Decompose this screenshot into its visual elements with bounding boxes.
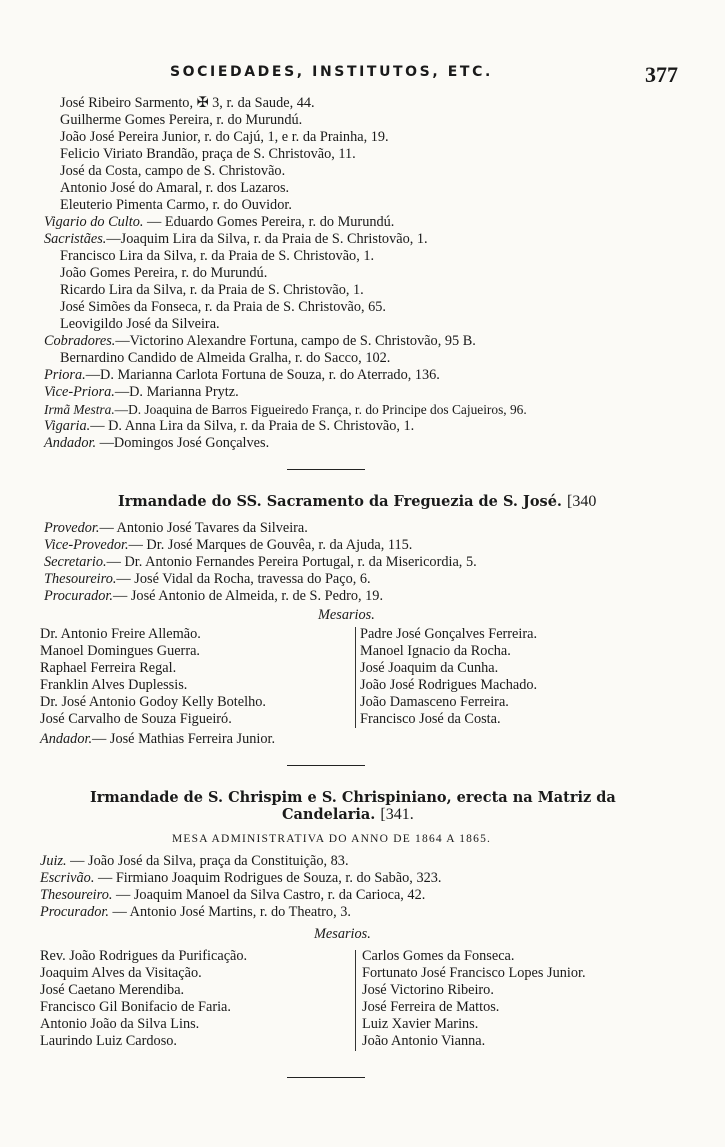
escrivao-text: — Firmiano Joaquim Rodrigues de Souza, r. do Sabão, 323. bbox=[94, 870, 442, 886]
mesario-right: João José Rodrigues Machado. bbox=[360, 677, 538, 693]
irma-mestra-text: —D. Joaquina de Barros Figueiredo França, r. do Principe dos Cajueiros, 96. bbox=[114, 402, 527, 417]
list-line: José da Costa, campo de S. Christovão. bbox=[60, 163, 286, 179]
vice-provedor-text: — Dr. José Marques de Gouvêa, r. da Ajuda, 115. bbox=[128, 537, 413, 553]
mesario-right: João Damasceno Ferreira. bbox=[360, 694, 509, 710]
vice-priora-text: —D. Marianna Prytz. bbox=[114, 384, 239, 400]
column-divider bbox=[355, 627, 356, 728]
secretario-label: Secretario. bbox=[44, 554, 107, 570]
section-title bbox=[118, 493, 596, 511]
list-line: José Ribeiro Sarmento, ✠ 3, r. da Saude, 44. bbox=[60, 95, 315, 111]
vigario-entry bbox=[44, 214, 394, 231]
mesario-right: João Antonio Vianna. bbox=[362, 1033, 486, 1049]
section-divider bbox=[287, 765, 365, 766]
mesario-right: Manoel Ignacio da Rocha. bbox=[360, 643, 511, 659]
list-line: João Gomes Pereira, r. do Murundú. bbox=[60, 265, 268, 281]
mesario-left: Dr. Antonio Freire Allemão. bbox=[40, 626, 201, 642]
escrivao-entry bbox=[40, 870, 441, 887]
priora-entry bbox=[44, 367, 440, 384]
mesario-right: José Ferreira de Mattos. bbox=[362, 999, 500, 1015]
escrivao-label: Escrivão. bbox=[40, 870, 95, 886]
column-divider bbox=[355, 950, 356, 1051]
list-line: Francisco Lira da Silva, r. da Praia de S. Christovão, 1. bbox=[60, 248, 375, 264]
list-line: José Simões da Fonseca, r. da Praia de S. Christovão, 65. bbox=[60, 299, 387, 315]
section-ref: [340 bbox=[567, 493, 597, 510]
provedor-entry bbox=[44, 520, 308, 537]
mesario-left: Antonio João da Silva Lins. bbox=[40, 1016, 200, 1032]
cobradores-entry bbox=[44, 333, 476, 350]
mesario-right: Padre José Gonçalves Ferreira. bbox=[360, 626, 538, 642]
vice-priora-entry bbox=[44, 384, 239, 401]
section-title-line2 bbox=[282, 806, 414, 824]
section-title-text: Irmandade do SS. Sacramento da Freguezia de S. José. bbox=[118, 493, 562, 510]
page-number: 377 bbox=[645, 62, 678, 87]
cobradores-label: Cobradores. bbox=[44, 333, 116, 349]
juiz-text: — João José da Silva, praça da Constituição, 83. bbox=[66, 853, 349, 869]
section-title-text: Candelaria. bbox=[282, 806, 376, 823]
andador-text: —Domingos José Gonçalves. bbox=[96, 435, 270, 451]
mesario-left: Rev. João Rodrigues da Purificação. bbox=[40, 948, 248, 964]
mesario-right: Francisco José da Costa. bbox=[360, 711, 501, 727]
mesario-left: José Carvalho de Souza Figueiró. bbox=[40, 711, 232, 727]
secretario-text: — Dr. Antonio Fernandes Pereira Portugal, r. da Misericordia, 5. bbox=[106, 554, 477, 570]
juiz-entry bbox=[40, 853, 349, 870]
secretario-entry bbox=[44, 554, 477, 571]
irma-mestra-label: Irmã Mestra. bbox=[44, 402, 115, 417]
mesario-left: Laurindo Luiz Cardoso. bbox=[40, 1033, 177, 1049]
section-title-line1: Irmandade de S. Chrispim e S. Chrispiniano, erecta na Matriz da bbox=[90, 789, 616, 806]
mesario-left: José Caetano Merendiba. bbox=[40, 982, 185, 998]
mesario-left: Dr. José Antonio Godoy Kelly Botelho. bbox=[40, 694, 266, 710]
andador-label: Andador. bbox=[44, 435, 97, 451]
provedor-text: — Antonio José Tavares da Silveira. bbox=[99, 520, 308, 536]
procurador-text: — Antonio José Martins, r. do Theatro, 3. bbox=[108, 904, 351, 920]
procurador-label: Procurador. bbox=[44, 588, 113, 604]
vigaria-label: Vigaria. bbox=[44, 418, 91, 434]
list-line: Antonio José do Amaral, r. dos Lazaros. bbox=[60, 180, 290, 196]
andador-text: — José Mathias Ferreira Junior. bbox=[92, 731, 276, 747]
thesoureiro-label: Thesoureiro. bbox=[40, 887, 113, 903]
sacristaes-text: —Joaquim Lira da Silva, r. da Praia de S. Christovão, 1. bbox=[106, 231, 428, 247]
mesarios-heading: Mesarios. bbox=[318, 607, 375, 623]
page-header bbox=[0, 62, 725, 86]
mesario-right: Luiz Xavier Marins. bbox=[362, 1016, 479, 1032]
provedor-label: Provedor. bbox=[44, 520, 100, 536]
priora-text: —D. Marianna Carlota Fortuna de Souza, r. do Aterrado, 136. bbox=[85, 367, 440, 383]
procurador-text: — José Antonio de Almeida, r. de S. Pedro, 19. bbox=[112, 588, 384, 604]
mesario-left: Joaquim Alves da Visitação. bbox=[40, 965, 202, 981]
mesa-administrativa-line: MESA ADMINISTRATIVA DO ANNO DE 1864 A 1865. bbox=[172, 833, 492, 845]
vice-priora-label: Vice-Priora. bbox=[44, 384, 115, 400]
vigaria-text: — D. Anna Lira da Silva, r. da Praia de S. Christovão, 1. bbox=[90, 418, 415, 434]
mesario-right: José Victorino Ribeiro. bbox=[362, 982, 494, 998]
running-title: SOCIEDADES, INSTITUTOS, ETC. bbox=[170, 64, 493, 80]
thesoureiro-label: Thesoureiro. bbox=[44, 571, 117, 587]
cobradores-text: —Victorino Alexandre Fortuna, campo de S. Christovão, 95 B. bbox=[115, 333, 476, 349]
procurador-entry bbox=[40, 904, 351, 921]
procurador-label: Procurador. bbox=[40, 904, 109, 920]
thesoureiro-entry bbox=[44, 571, 371, 588]
thesoureiro-text: — José Vidal da Rocha, travessa do Paço, 6. bbox=[116, 571, 371, 587]
vigario-text: — Eduardo Gomes Pereira, r. do Murundú. bbox=[143, 214, 395, 230]
andador-entry bbox=[44, 435, 269, 452]
priora-label: Priora. bbox=[44, 367, 86, 383]
irma-mestra-entry bbox=[44, 401, 527, 418]
list-line: Eleuterio Pimenta Carmo, r. do Ouvidor. bbox=[60, 197, 292, 213]
thesoureiro-text: — Joaquim Manoel da Silva Castro, r. da Carioca, 42. bbox=[112, 887, 426, 903]
section-ref: [341. bbox=[380, 806, 414, 823]
juiz-label: Juiz. bbox=[40, 853, 67, 869]
list-line: Ricardo Lira da Silva, r. da Praia de S. Christovão, 1. bbox=[60, 282, 364, 298]
mesario-left: Francisco Gil Bonifacio de Faria. bbox=[40, 999, 231, 1015]
sacristaes-label: Sacristães. bbox=[44, 231, 107, 247]
procurador-entry bbox=[44, 588, 383, 605]
list-line: João José Pereira Junior, r. do Cajú, 1, e r. da Prainha, 19. bbox=[60, 129, 389, 145]
list-line: Guilherme Gomes Pereira, r. do Murundú. bbox=[60, 112, 303, 128]
vice-provedor-entry bbox=[44, 537, 412, 554]
list-line: Leovigildo José da Silveira. bbox=[60, 316, 220, 332]
mesario-left: Raphael Ferreira Regal. bbox=[40, 660, 177, 676]
section-divider bbox=[287, 1077, 365, 1078]
mesario-left: Manoel Domingues Guerra. bbox=[40, 643, 201, 659]
vice-provedor-label: Vice-Provedor. bbox=[44, 537, 129, 553]
vigario-label: Vigario do Culto. bbox=[44, 214, 144, 230]
thesoureiro-entry bbox=[40, 887, 425, 904]
list-line: Felicio Viriato Brandão, praça de S. Christovão, 11. bbox=[60, 146, 356, 162]
section-divider bbox=[287, 469, 365, 470]
mesarios-heading: Mesarios. bbox=[314, 926, 371, 942]
vigaria-entry bbox=[44, 418, 414, 435]
list-line: Bernardino Candido de Almeida Gralha, r. do Sacco, 102. bbox=[60, 350, 391, 366]
andador-entry bbox=[40, 731, 275, 748]
mesario-left: Franklin Alves Duplessis. bbox=[40, 677, 188, 693]
mesario-right: Carlos Gomes da Fonseca. bbox=[362, 948, 515, 964]
sacristaes-entry bbox=[44, 231, 428, 248]
andador-label: Andador. bbox=[40, 731, 93, 747]
mesario-right: Fortunato José Francisco Lopes Junior. bbox=[362, 965, 586, 981]
mesario-right: José Joaquim da Cunha. bbox=[360, 660, 499, 676]
